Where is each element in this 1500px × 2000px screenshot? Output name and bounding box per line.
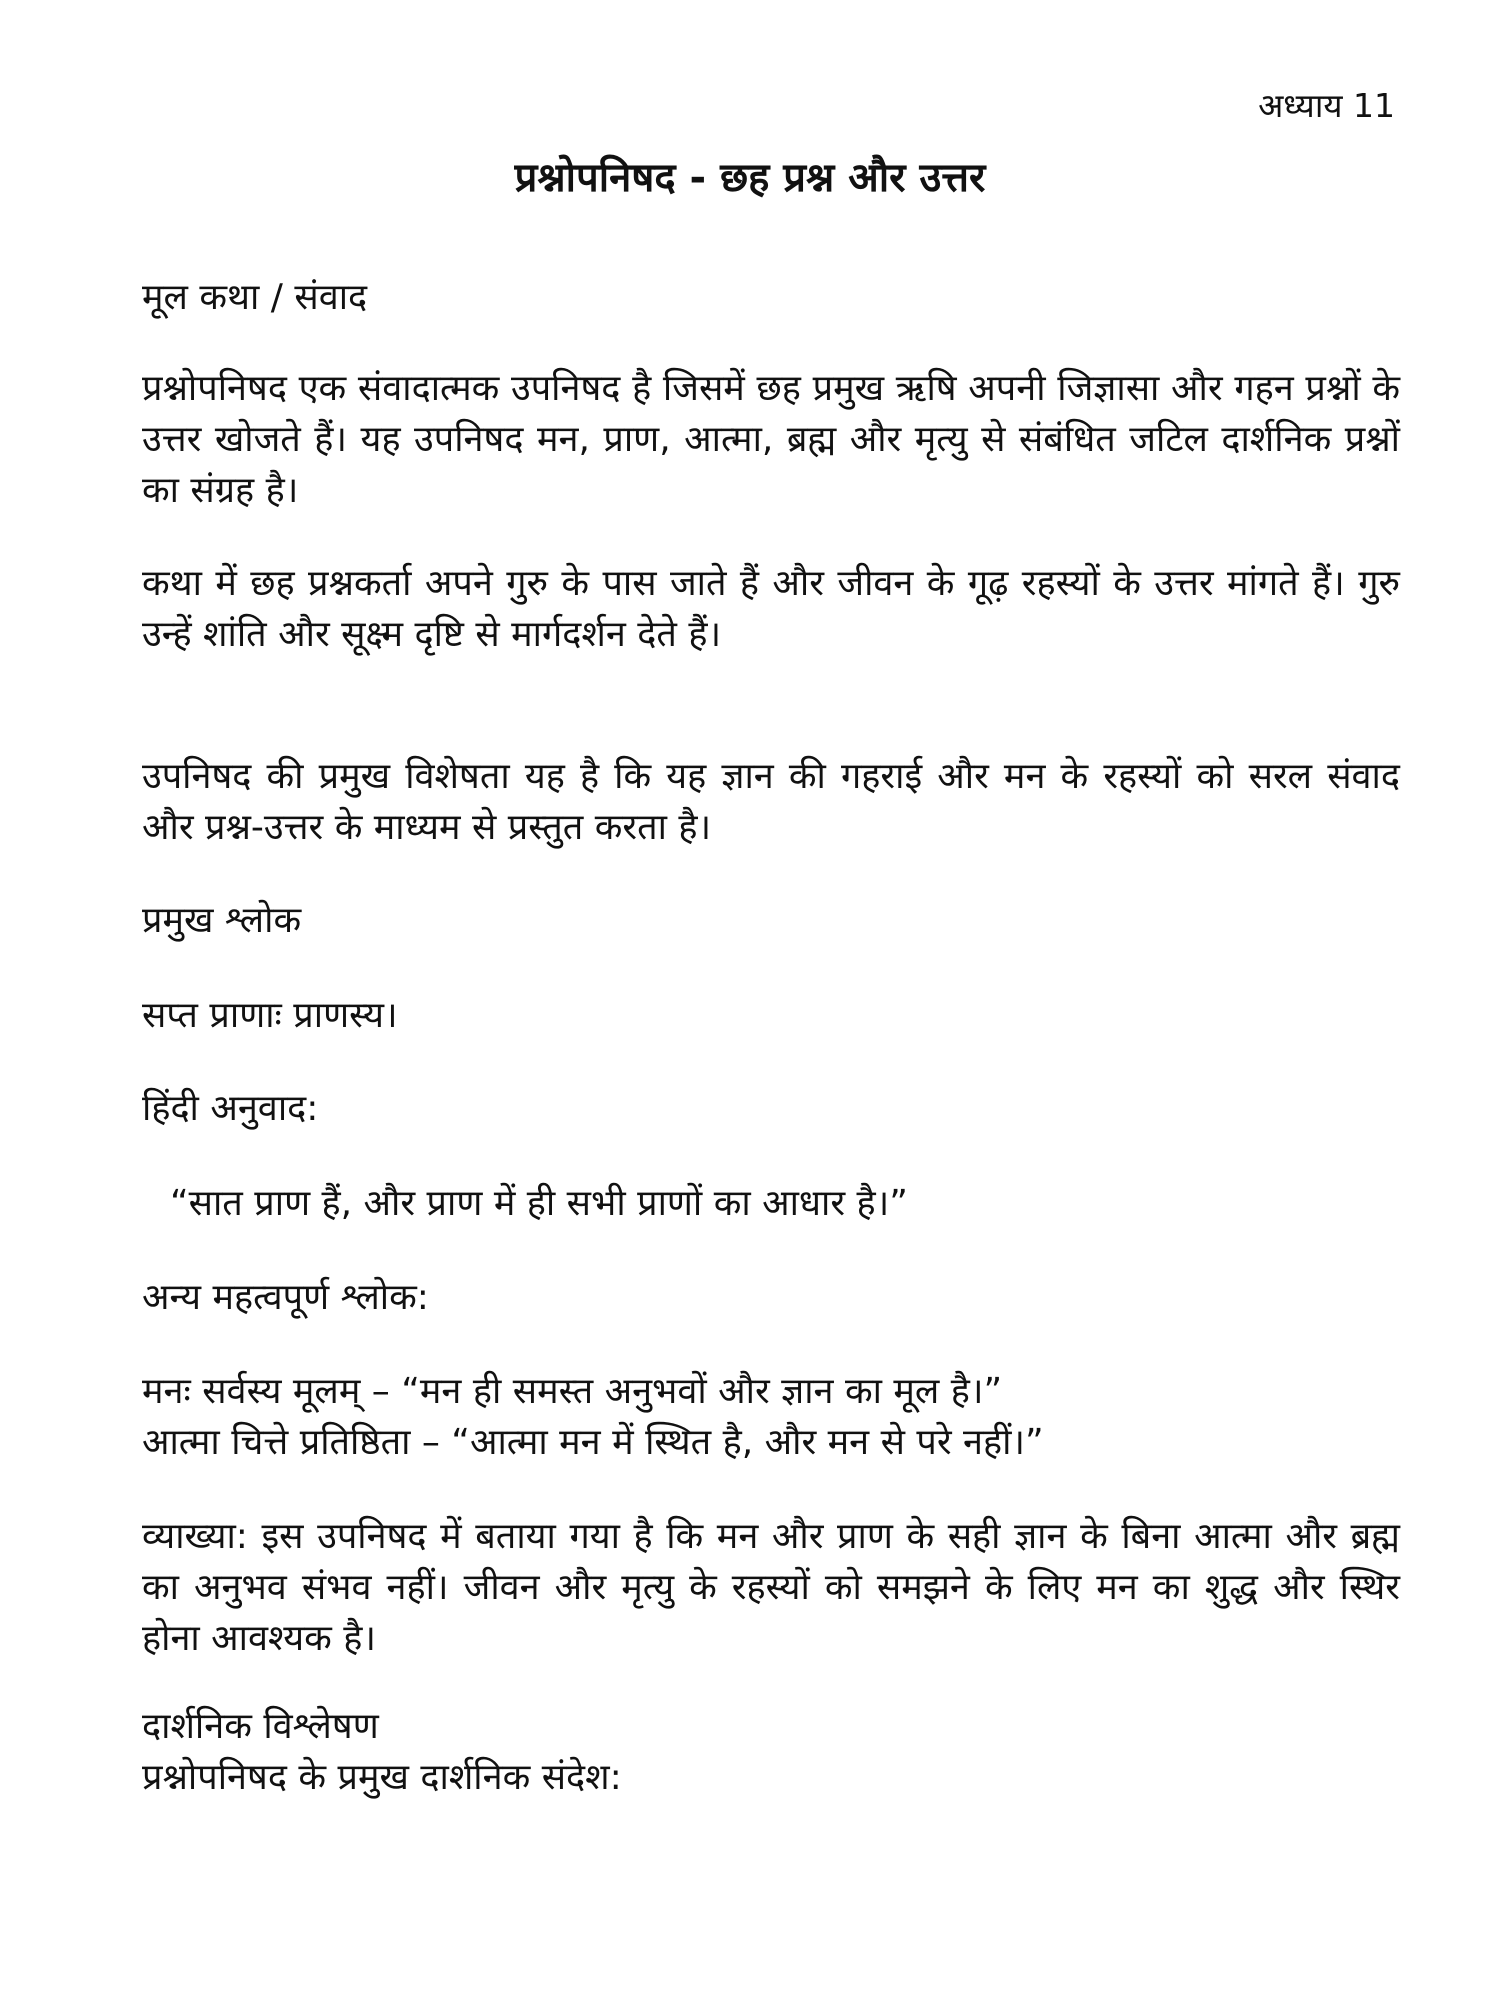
translation-label: हिंदी अनुवाद: bbox=[142, 1088, 319, 1129]
paragraph-feature: उपनिषद की प्रमुख विशेषता यह है कि यह ज्ञान की गहराई और मन के रहस्यों को सरल संवाद और प्रश्न-उत्तर के माध्यम से प्रस्तुत करता है। bbox=[142, 756, 1400, 848]
section-heading-story: मूल कथा / संवाद bbox=[142, 277, 368, 318]
section-heading-shloka: प्रमुख श्लोक bbox=[142, 900, 302, 941]
other-shlokas-label: अन्य महत्वपूर्ण श्लोक: bbox=[142, 1277, 429, 1318]
paragraph-explanation: व्याख्या: इस उपनिषद में बताया गया है कि मन और प्राण के सही ज्ञान के बिना आत्मा और ब्रह्म का अनुभव संभव नहीं। जीवन और मृत्यु के रहस्यों को समझने के लिए मन का शुद्ध और स्थिर होना आवश्यक है। bbox=[142, 1516, 1400, 1659]
paragraph-intro: प्रश्नोपनिषद एक संवादात्मक उपनिषद है जिसमें छह प्रमुख ऋषि अपनी जिज्ञासा और गहन प्रश्नों के उत्तर खोजते हैं। यह उपनिषद मन, प्राण, आत्मा, ब्रह्म और मृत्यु से संबंधित जटिल दार्शनिक प्रश्नों का संग्रह है। bbox=[142, 368, 1400, 511]
shloka-text: सप्त प्राणाः प्राणस्य। bbox=[142, 995, 398, 1036]
other-shloka-2: आत्मा चित्ते प्रतिष्ठिता – “आत्मा मन में स्थित है, और मन से परे नहीं।” bbox=[142, 1422, 1044, 1463]
chapter-label: अध्याय 11 bbox=[1258, 86, 1395, 125]
paragraph-story: कथा में छह प्रश्नकर्ता अपने गुरु के पास जाते हैं और जीवन के गूढ़ रहस्यों के उत्तर मांगते हैं। गुरु उन्हें शांति और सूक्ष्म दृष्टि से मार्गदर्शन देते हैं। bbox=[142, 563, 1400, 655]
analysis-intro: प्रश्नोपनिषद के प्रमुख दार्शनिक संदेश: bbox=[142, 1757, 622, 1798]
section-heading-analysis: दार्शनिक विश्लेषण bbox=[142, 1706, 379, 1747]
other-shlokas-list bbox=[142, 1366, 1400, 1468]
page-title: प्रश्नोपनिषद - छह प्रश्न और उत्तर bbox=[514, 155, 986, 201]
other-shloka-1: मनः सर्वस्य मूलम् – “मन ही समस्त अनुभवों और ज्ञान का मूल है।” bbox=[142, 1371, 1003, 1412]
translation-text: “सात प्राण हैं, और प्राण में ही सभी प्राणों का आधार है।” bbox=[170, 1183, 908, 1224]
